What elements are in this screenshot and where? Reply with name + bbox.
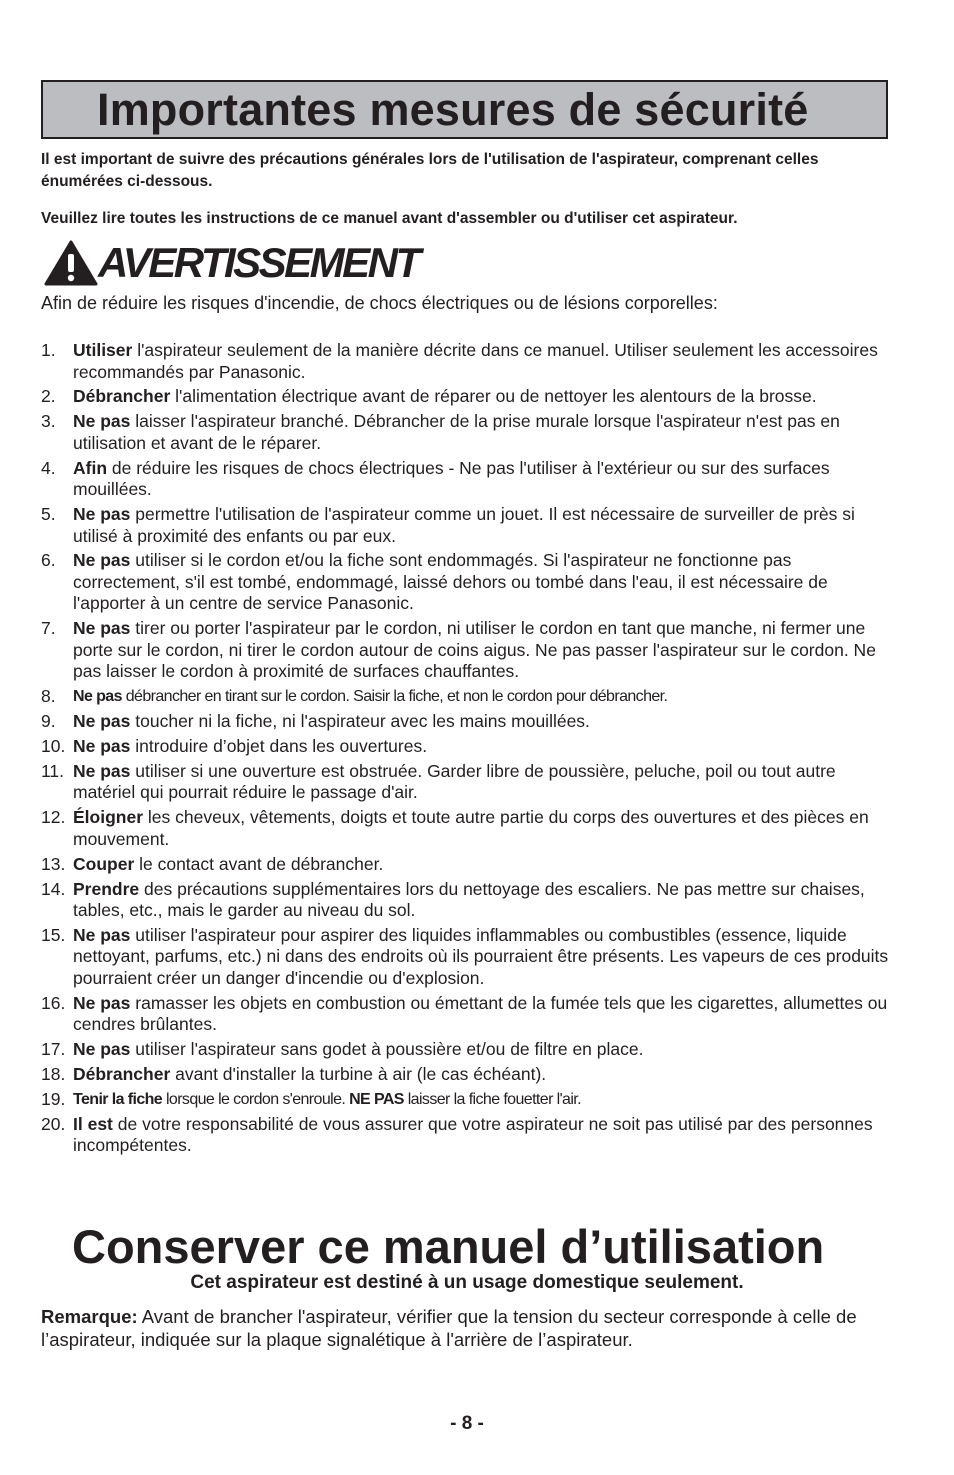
page-number: - 8 - <box>450 1413 484 1434</box>
list-item <box>41 618 901 683</box>
list-item <box>41 411 901 454</box>
list-item <box>41 807 901 850</box>
warning-label: AVERTISSEMENT <box>98 239 419 286</box>
item-lead: Ne pas <box>73 924 131 945</box>
item-text: laisser l'aspirateur branché. Débrancher de la prise murale lorsque l'aspirateur n'est pas en utilisation et avant de le réparer. <box>73 411 840 453</box>
list-item <box>41 761 901 804</box>
item-lead: Éloigner <box>73 807 144 828</box>
item-text: toucher ni la fiche, ni l'aspirateur avec les mains mouillées. <box>130 711 590 732</box>
item-number: 13. <box>41 853 66 874</box>
risk-intro: Afin de réduire les risques d'incendie, de chocs électriques ou de lésions corporelles: <box>41 293 718 313</box>
list-item <box>41 925 901 990</box>
item-lead: Ne pas <box>73 504 131 525</box>
item-text: tirer ou porter l'aspirateur par le cordon, ni utiliser le cordon en tant que manche, ni fermer une porte sur le cordon, ni tirer le cordon autour de coins aigus. Ne pas passer l'aspirateur sur le cordon. Ne pas laisser le cordon à proximité de surfaces chauffantes. <box>73 618 876 682</box>
item-text: permettre l'utilisation de l'aspirateur comme un jouet. Il est nécessaire de surveiller de près si utilisé à proximité des enfants ou par eux. <box>73 504 855 546</box>
list-item <box>41 854 901 876</box>
item-text: de votre responsabilité de vous assurer que votre aspirateur ne soit pas utilisé par des personnes incompétentes. <box>73 1113 873 1156</box>
list-item <box>41 550 901 615</box>
list-item <box>41 993 901 1036</box>
item-number: 19. <box>41 1089 66 1110</box>
list-item <box>41 504 901 547</box>
item-text: débrancher en tirant sur le cordon. Saisir la fiche, et non le cordon pour débrancher. <box>121 688 668 706</box>
item-number: 17. <box>41 1039 66 1060</box>
list-item <box>41 386 901 408</box>
list-item <box>41 686 901 708</box>
keep-manual-heading: Conserver ce manuel d’utilisation <box>72 1220 825 1273</box>
item-lead: Il est <box>73 1113 113 1134</box>
item-number: 7. <box>41 618 56 639</box>
item-text: utiliser l'aspirateur sans godet à poussière et/ou de filtre en place. <box>130 1039 644 1060</box>
item-lead: Débrancher <box>73 1064 171 1085</box>
item-lead: Ne pas <box>73 550 131 571</box>
item-number: 2. <box>41 386 56 407</box>
item-number: 1. <box>41 340 56 360</box>
item-number: 20. <box>41 1113 66 1134</box>
item-text: introduire d’objet dans les ouvertures. <box>130 736 428 757</box>
list-item <box>41 736 901 758</box>
item-lead: Ne pas <box>73 618 131 639</box>
warning-triangle-icon <box>44 240 98 286</box>
note-label: Remarque: <box>41 1306 138 1327</box>
item-text: ramasser les objets en combustion ou émettant de la fumée tels que les cigarettes, allumettes ou cendres brûlantes. <box>73 992 888 1035</box>
item-text: l'alimentation électrique avant de réparer ou de nettoyer les alentours de la brosse. <box>170 386 817 407</box>
list-item <box>41 1089 901 1111</box>
domestic-use-notice: Cet aspirateur est destiné à un usage domestique seulement. <box>190 1272 744 1293</box>
list-item <box>41 1114 901 1157</box>
item-text-2: laisser la fiche fouetter l'air. <box>403 1091 581 1109</box>
item-number: 10. <box>41 736 66 757</box>
item-text: lorsque le cordon s'enroule. <box>162 1091 350 1109</box>
note-text: Avant de brancher l'aspirateur, vérifier que la tension du secteur corresponde à celle de l’aspirateur, indiquée sur la plaque signalétique à l'arrière de l’aspirateur. <box>41 1306 857 1350</box>
list-item <box>41 1064 901 1086</box>
item-lead: Ne pas <box>73 411 131 432</box>
list-item <box>41 1039 901 1061</box>
item-number: 4. <box>41 457 56 478</box>
item-number: 5. <box>41 504 56 525</box>
item-lead: Ne pas <box>73 992 131 1013</box>
item-lead-2: NE PAS <box>349 1091 404 1109</box>
note-paragraph <box>41 1305 901 1351</box>
item-lead: Ne pas <box>73 711 131 732</box>
item-text: le contact avant de débrancher. <box>134 853 384 874</box>
item-number: 12. <box>41 807 66 828</box>
item-lead: Afin <box>73 457 108 478</box>
item-text: de réduire les risques de chocs électriques - Ne pas l'utiliser à l'extérieur ou sur des surfaces mouillées. <box>73 457 830 500</box>
item-text: les cheveux, vêtements, doigts et toute autre partie du corps des ouvertures et des pièces en mouvement. <box>73 807 869 849</box>
intro-paragraph: Il est important de suivre des précautions générales lors de l'utilisation de l'aspirateur, comprenant celles énumérées ci-dessous. <box>41 151 819 190</box>
item-lead: Ne pas <box>73 736 131 757</box>
item-text: utiliser si une ouverture est obstruée. Garder libre de poussière, peluche, poil ou tout autre matériel qui pourrait réduire le passage d'air. <box>73 760 836 803</box>
item-number: 3. <box>41 411 56 432</box>
item-lead: Prendre <box>73 878 140 899</box>
item-lead: Ne pas <box>73 688 122 706</box>
item-number: 16. <box>41 992 66 1013</box>
item-text: utiliser si le cordon et/ou la fiche sont endommagés. Si l'aspirateur ne fonctionne pas correctement, s'il est tombé, endommagé, laissé dehors ou tombé dans l'eau, il est nécessaire de l'apporter à un centre de service Panasonic. <box>73 550 828 614</box>
item-number: 11. <box>41 760 65 781</box>
read-instructions-paragraph: Veuillez lire toutes les instructions de ce manuel avant d'assembler ou d'utiliser cet aspirateur. <box>41 210 738 227</box>
item-number: 8. <box>41 686 56 707</box>
item-text: l'aspirateur seulement de la manière décrite dans ce manuel. Utiliser seulement les accessoires recommandés par Panasonic. <box>73 340 878 382</box>
list-item <box>41 711 901 733</box>
item-text: des précautions supplémentaires lors du nettoyage des escaliers. Ne pas mettre sur chaises, tables, etc., mais le garder au niveau du sol. <box>73 878 865 921</box>
item-number: 14. <box>41 878 66 899</box>
page-title: Importantes mesures de sécurité <box>97 84 809 135</box>
item-number: 9. <box>41 711 56 732</box>
list-item <box>41 340 901 383</box>
item-text: avant d'installer la turbine à air (le cas échéant). <box>170 1064 547 1085</box>
warning-heading <box>44 238 419 288</box>
list-item <box>41 879 901 922</box>
list-item <box>41 458 901 501</box>
item-number: 15. <box>41 924 66 945</box>
item-text: utiliser l'aspirateur pour aspirer des liquides inflammables ou combustibles (essence, liquide nettoyant, parfums, etc.) ni dans des endroits où ils pourraient être présents. Les vapeurs de ces produits pourraient créer un danger d'incendie ou d'explosion. <box>73 924 889 988</box>
item-lead: Ne pas <box>73 760 131 781</box>
title-banner <box>41 80 888 139</box>
item-number: 18. <box>41 1064 66 1085</box>
item-number: 6. <box>41 550 56 571</box>
item-lead: Débrancher <box>73 386 171 407</box>
safety-list <box>41 340 901 1160</box>
item-lead: Ne pas <box>73 1039 131 1060</box>
item-lead: Utiliser <box>73 340 133 360</box>
item-lead: Couper <box>73 853 135 874</box>
item-lead: Tenir la fiche <box>73 1091 163 1109</box>
